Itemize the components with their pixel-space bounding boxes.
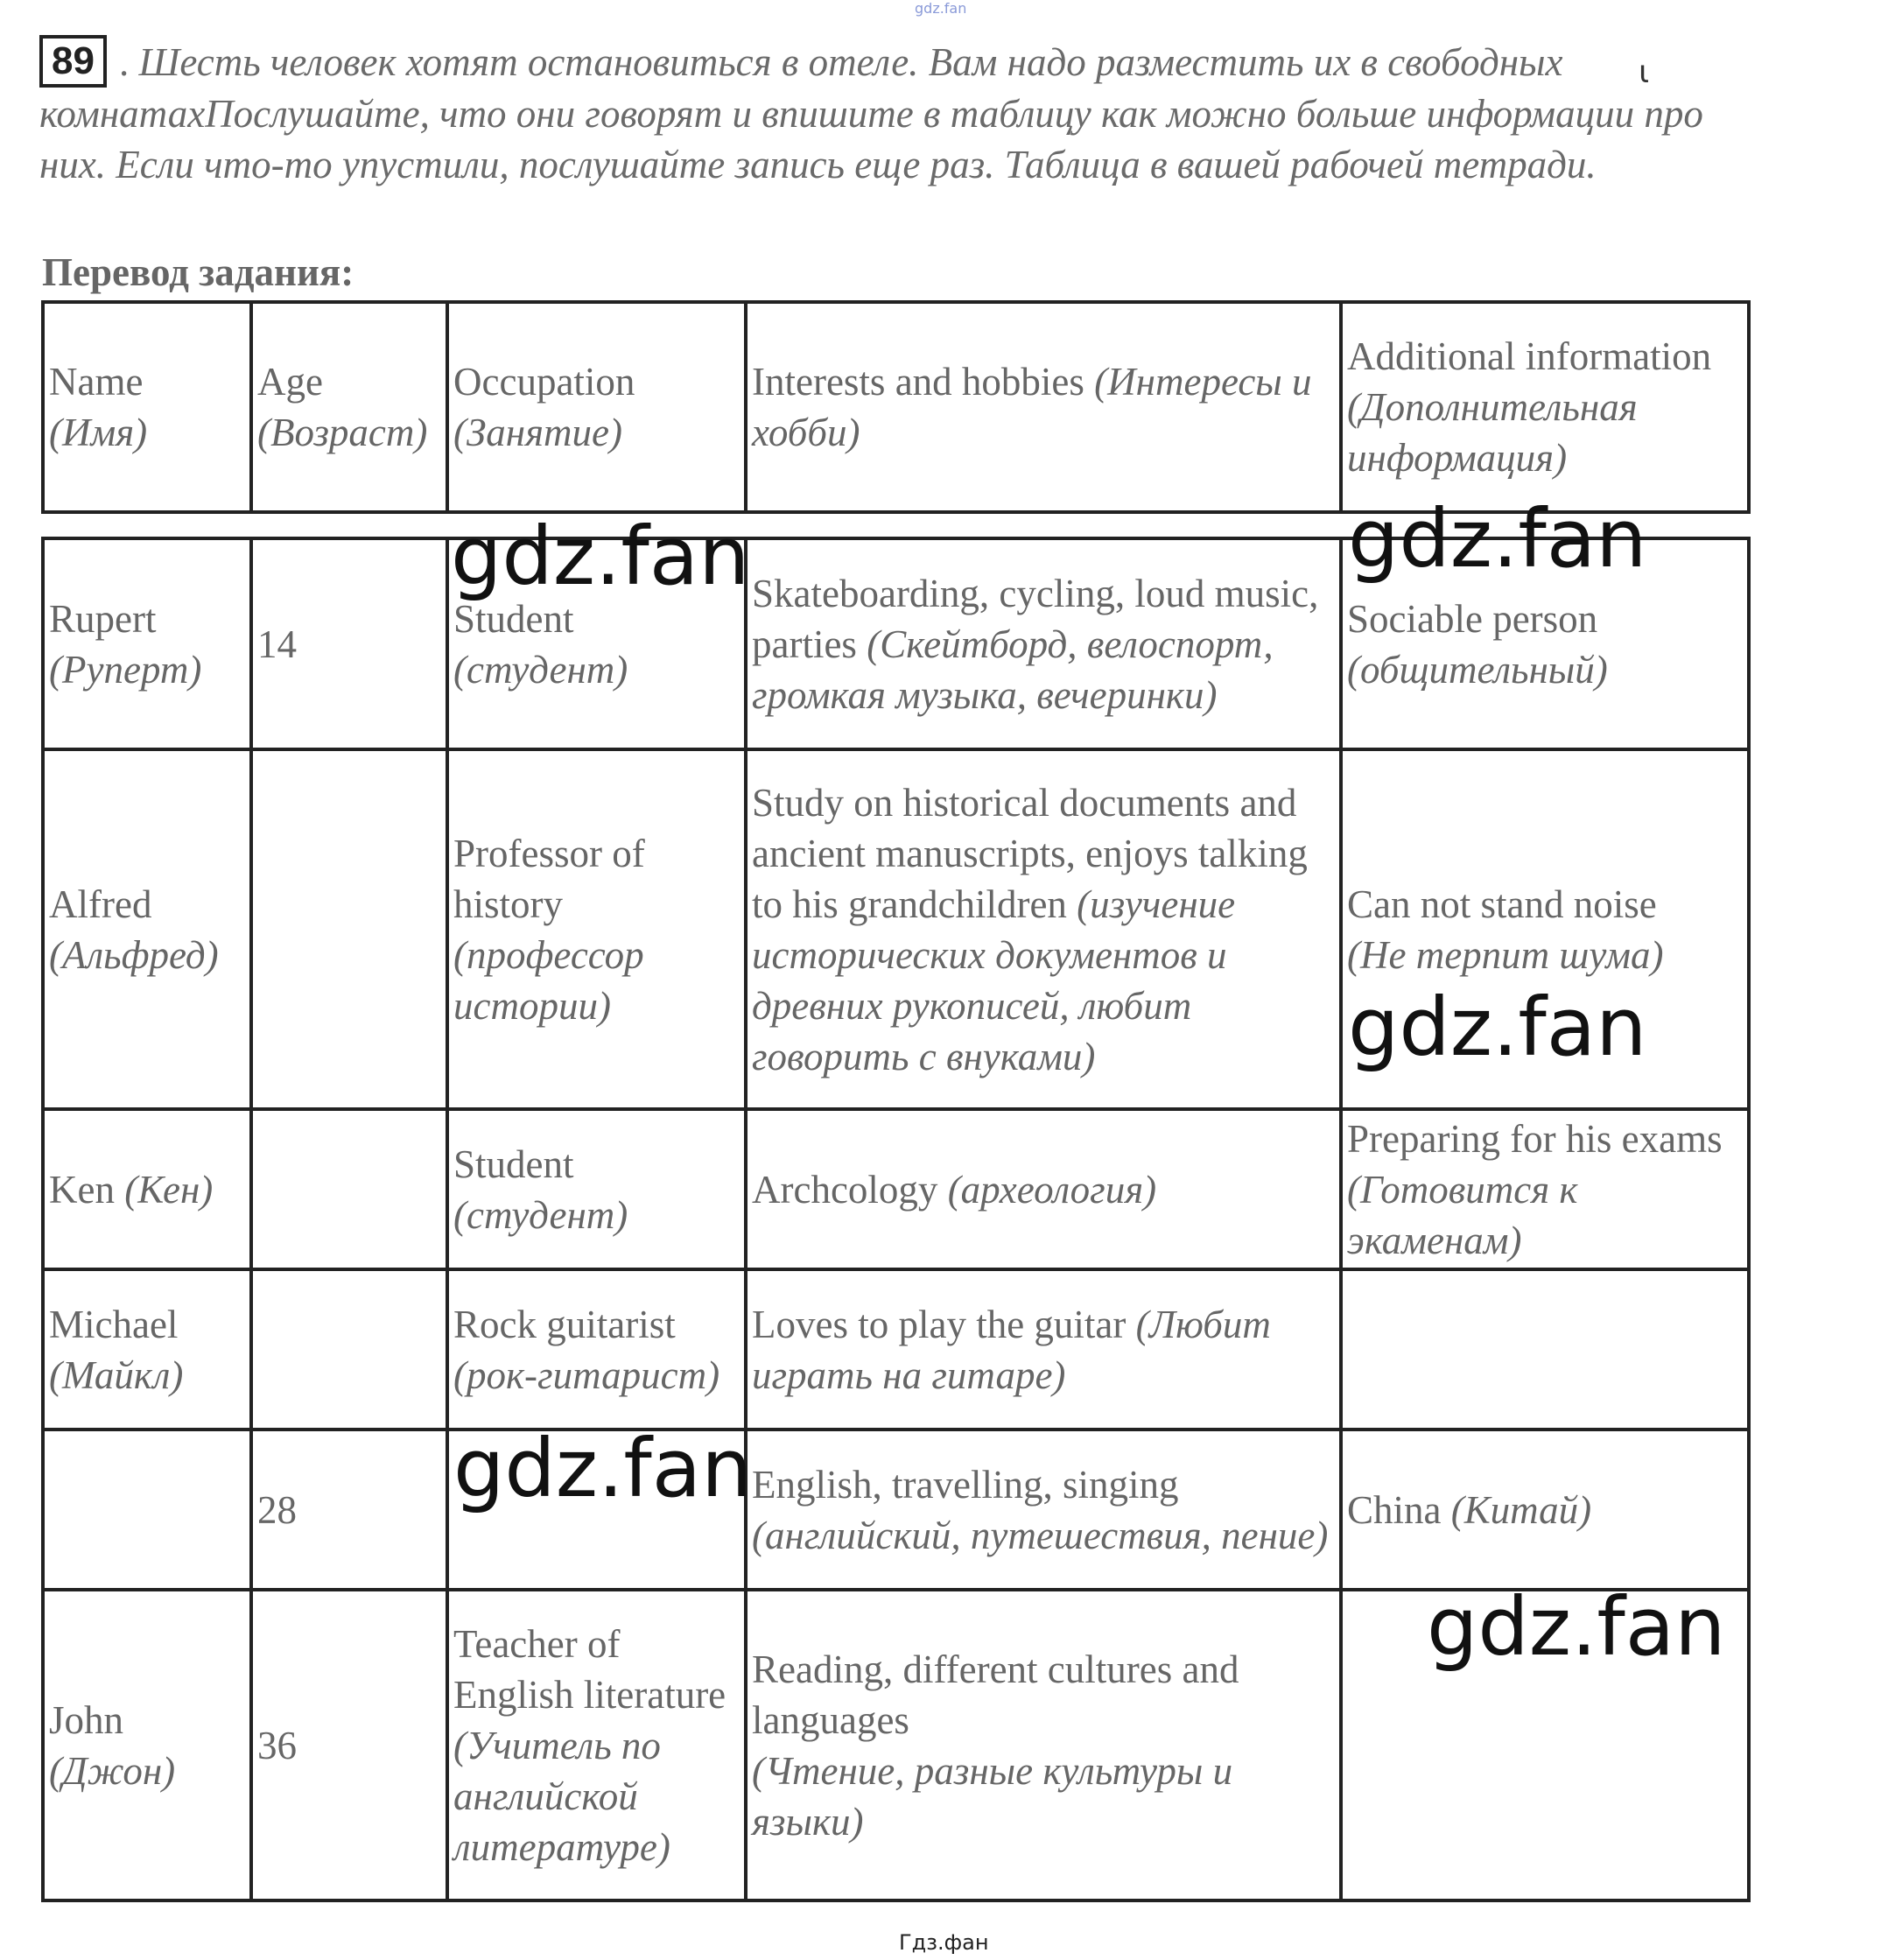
cell-name: Rupert (Руперт) (43, 538, 251, 749)
cell-occupation: Professor of history (профессор истории) (447, 749, 746, 1109)
header-table (41, 300, 1751, 514)
cell-interests: English, travelling, singing (английский, путешествия, пение) (746, 1430, 1341, 1590)
task-instructions: Шесть человек хотят остановиться в отеле. Вам надо разместить их в свободных комнатахПослушайте, что они говорят и впишите в таблицу как можно больше информации про них. Если что-то упустили, послушайте запись еще раз. Таблица в вашей рабочей тетради. (39, 40, 1703, 186)
header-additional: Additional information (Дополнительная информация) (1341, 302, 1749, 512)
cell-age: 36 (251, 1590, 447, 1900)
header-name: Name (Имя) (43, 302, 251, 512)
cell-age: 28 (251, 1430, 447, 1590)
task-number: 89 (39, 35, 107, 88)
cell-interests: Skateboarding, cycling, loud music, parties (Скейтборд, велоспорт, громкая музыка, вечеринки) (746, 538, 1341, 749)
cell-interests: Loves to play the guitar (Любит играть на гитаре) (746, 1269, 1341, 1430)
cell-name: Alfred (Альфред) (43, 749, 251, 1109)
cell-interests: Reading, different cultures and languages (Чтение, разные культуры и языки) (746, 1590, 1341, 1900)
cell-age (251, 1109, 447, 1269)
header-row (43, 302, 1749, 512)
cell-occupation: Teacher of English literature (Учитель по английской литературе) (447, 1590, 746, 1900)
task-text (39, 35, 1772, 191)
watermark: gdz.fan (1348, 492, 1647, 586)
table-row (43, 1430, 1749, 1590)
cell-age (251, 1269, 447, 1430)
watermark: gdz.fan (451, 509, 750, 603)
cell-occupation: Student (студент) (447, 1109, 746, 1269)
cell-name: Ken (Кен) (43, 1109, 251, 1269)
cell-additional: Preparing for his exams (Готовится к экаменам) (1341, 1109, 1749, 1269)
table-row (43, 1109, 1749, 1269)
watermark: gdz.fan (1348, 980, 1647, 1074)
subheading: Перевод задания: (42, 250, 354, 294)
cell-additional (1341, 1269, 1749, 1430)
cell-name (43, 1430, 251, 1590)
cell-name: Michael (Майкл) (43, 1269, 251, 1430)
cell-interests: Study on historical documents and ancient manuscripts, enjoys talking to his grandchildren (изучение исторических документов и древних рукописей, любит говорить с внуками) (746, 749, 1341, 1109)
pen-mark: ι (1639, 54, 1650, 90)
cell-age: 14 (251, 538, 447, 749)
task-number-suffix: . (118, 40, 130, 84)
bottom-watermark: Гдз.фан (899, 1930, 989, 1955)
top-watermark: gdz.fan (915, 0, 967, 17)
header-occupation: Occupation (Занятие) (447, 302, 746, 512)
header-age: Age (Возраст) (251, 302, 447, 512)
cell-age (251, 749, 447, 1109)
answers-table (41, 537, 1751, 1902)
cell-name: John (Джон) (43, 1590, 251, 1900)
header-interests: Interests and hobbies (Интересы и хобби) (746, 302, 1341, 512)
cell-additional: Can not stand noise (Не терпит шума) (1341, 749, 1749, 1109)
cell-occupation: Student (студент) (447, 538, 746, 749)
cell-interests: Archcology (археология) (746, 1109, 1341, 1269)
table-row (43, 1269, 1749, 1430)
cell-occupation: Rock guitarist (рок-гитарист) (447, 1269, 746, 1430)
watermark: gdz.fan (453, 1422, 753, 1515)
cell-additional: China (Китай) (1341, 1430, 1749, 1590)
watermark: gdz.fan (1427, 1580, 1726, 1674)
cell-additional: Sociable person (общительный) (1341, 538, 1749, 749)
